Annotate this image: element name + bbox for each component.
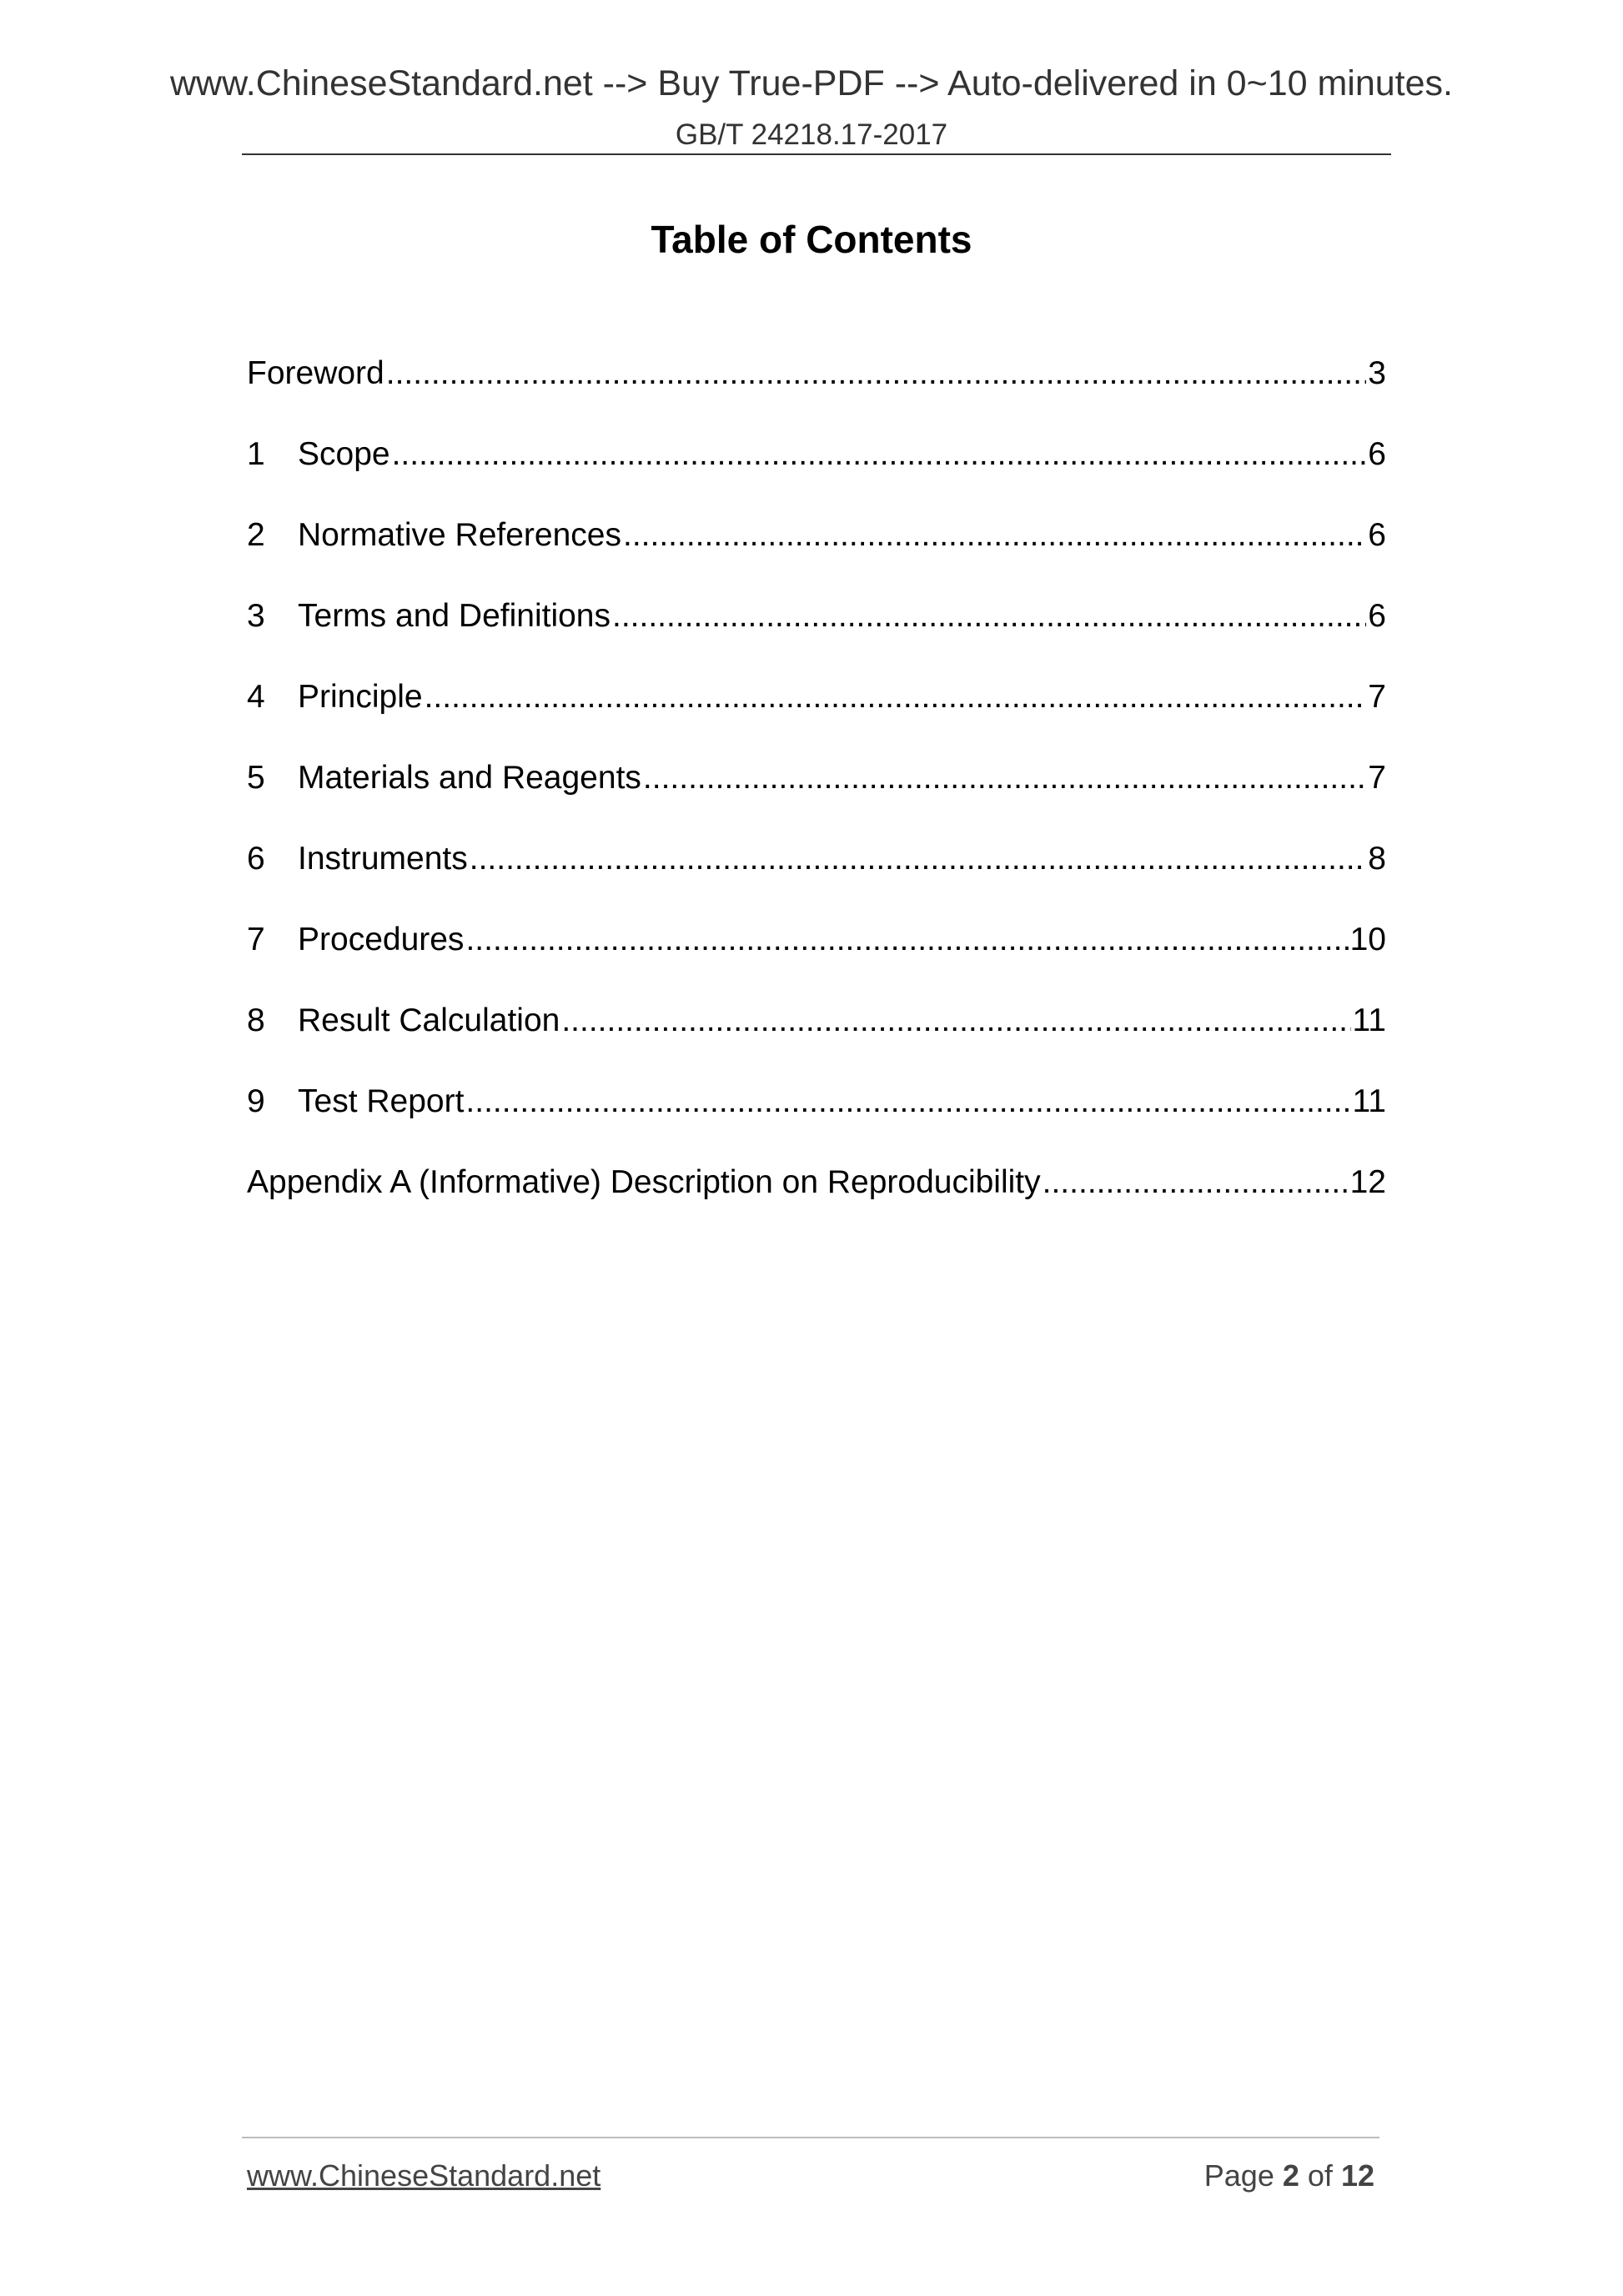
toc-entry-title: Normative References: [298, 517, 621, 553]
toc-entry-title: Result Calculation: [298, 1002, 560, 1038]
toc-section-number: 2: [247, 517, 265, 553]
toc-entry-terms-and-definitions[interactable]: [247, 595, 1386, 676]
toc-entry-procedures[interactable]: [247, 918, 1386, 999]
page-word: Page: [1203, 2158, 1274, 2193]
toc-leader-dots: [425, 676, 1367, 719]
toc-leader-dots: [470, 837, 1367, 881]
toc-leader-dots: [392, 433, 1367, 476]
footer-website-link[interactable]: www.ChineseStandard.net: [247, 2158, 601, 2193]
toc-entry-instruments[interactable]: [247, 837, 1386, 918]
header-banner: www.ChineseStandard.net --> Buy True-PDF --> Auto-delivered in 0~10 minutes.: [169, 63, 1453, 103]
toc-leader-dots: [1043, 1161, 1349, 1204]
current-page-number: 2: [1282, 2158, 1299, 2193]
toc-entry-foreword[interactable]: [247, 352, 1386, 433]
toc-page-number: 7: [1368, 679, 1386, 715]
toc-page-number: 12: [1349, 1164, 1386, 1200]
toc-entry-result-calculation[interactable]: [247, 999, 1386, 1080]
of-word: of: [1307, 2158, 1333, 2193]
toc-entry-normative-references[interactable]: [247, 514, 1386, 595]
toc-section-number: 5: [247, 760, 265, 796]
toc-page-number: 6: [1368, 436, 1386, 472]
toc-page-number: 11: [1352, 1002, 1386, 1038]
toc-leader-dots: [623, 514, 1366, 557]
toc-leader-dots: [561, 999, 1350, 1042]
toc-section-number: 3: [247, 598, 265, 634]
toc-page-number: 6: [1368, 598, 1386, 634]
toc-section-number: 7: [247, 922, 265, 957]
toc-entry-title: Terms and Definitions: [298, 598, 611, 634]
toc-entry-test-report[interactable]: [247, 1080, 1386, 1161]
toc-entry-title: Materials and Reagents: [298, 760, 641, 796]
toc-section-number: 1: [247, 436, 265, 472]
toc-entry-title: Scope: [298, 436, 390, 472]
toc-page-number: 3: [1368, 355, 1386, 391]
toc-leader-dots: [643, 756, 1366, 800]
toc-entry-title: Test Report: [298, 1083, 465, 1119]
toc-entry-scope[interactable]: [247, 433, 1386, 514]
toc-entry-title: Foreword: [247, 355, 384, 391]
table-of-contents: [247, 352, 1386, 1242]
toc-entry-title: Appendix A (Informative) Description on Reproducibility: [247, 1164, 1041, 1200]
toc-section-number: 6: [247, 841, 265, 877]
footer-divider: [242, 2137, 1379, 2138]
toc-section-number: 4: [247, 679, 265, 715]
toc-section-number: 9: [247, 1083, 265, 1119]
toc-page-number: 10: [1349, 922, 1386, 957]
toc-section-number: 8: [247, 1002, 265, 1038]
toc-leader-dots: [465, 918, 1348, 962]
header-divider: [242, 153, 1391, 155]
page-indicator: [1204, 2158, 1374, 2193]
toc-entry-principle[interactable]: [247, 676, 1386, 756]
toc-leader-dots: [612, 595, 1366, 638]
toc-page-number: 11: [1352, 1083, 1386, 1119]
toc-entry-appendix-a[interactable]: [247, 1161, 1386, 1242]
toc-entry-title: Procedures: [298, 922, 465, 957]
toc-page-number: 8: [1368, 841, 1386, 877]
toc-page-number: 6: [1368, 517, 1386, 553]
page-title: Table of Contents: [651, 218, 972, 261]
toc-entry-title: Principle: [298, 679, 423, 715]
total-page-count: 12: [1340, 2158, 1374, 2193]
toc-entry-materials-and-reagents[interactable]: [247, 756, 1386, 837]
toc-entry-title: Instruments: [298, 841, 468, 877]
toc-page-number: 7: [1368, 760, 1386, 796]
toc-leader-dots: [386, 352, 1367, 395]
toc-leader-dots: [465, 1080, 1350, 1123]
standard-code: GB/T 24218.17-2017: [675, 118, 948, 151]
